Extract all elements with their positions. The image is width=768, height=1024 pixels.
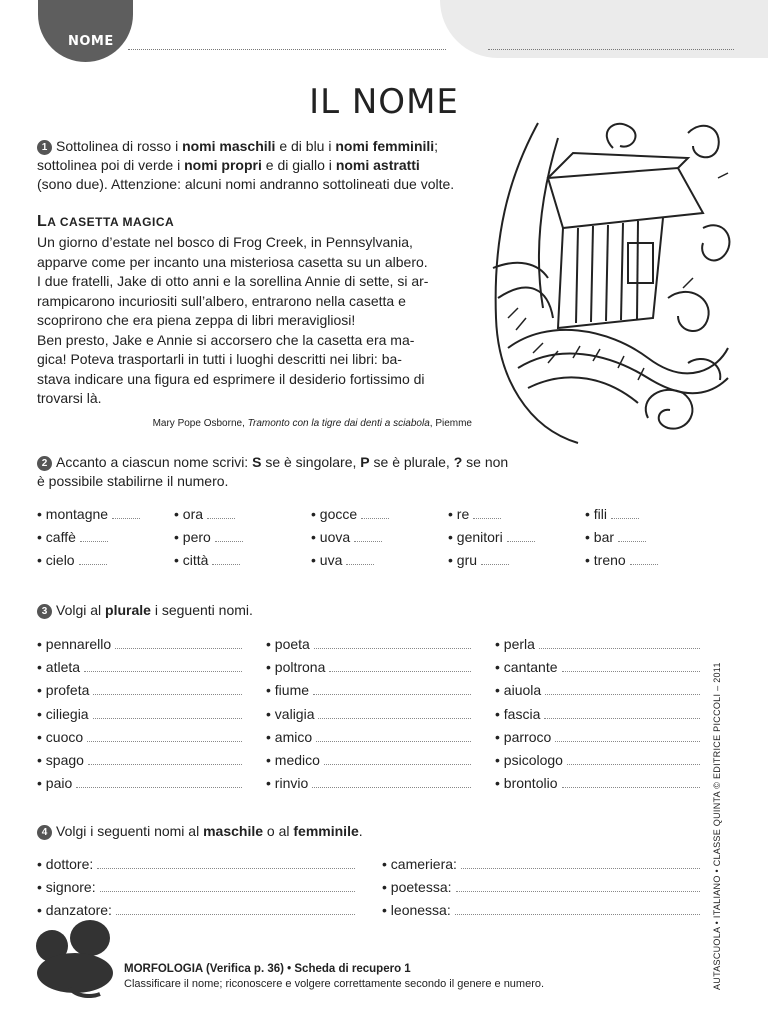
ex3-item xyxy=(37,636,242,652)
ex3-item xyxy=(37,775,242,791)
ex3-word: • spago xyxy=(37,752,84,768)
ex2-answer-line[interactable] xyxy=(481,564,509,565)
ex3-answer-line[interactable] xyxy=(562,671,700,672)
ex2-answer-line[interactable] xyxy=(361,518,389,519)
ex4-answer-line[interactable] xyxy=(100,891,355,892)
ex3-word: • cuoco xyxy=(37,728,84,745)
ex2-number: 2 xyxy=(37,456,52,471)
ex3-item xyxy=(495,682,700,698)
ex3-item xyxy=(495,729,700,745)
ex4-item xyxy=(37,902,355,918)
ex3-answer-line[interactable] xyxy=(329,671,471,672)
ex2-word: • re xyxy=(448,506,470,522)
ex3-item xyxy=(495,659,700,675)
ex2-answer-line[interactable] xyxy=(630,564,658,565)
ex2-item xyxy=(174,552,304,568)
ex2-answer-line[interactable] xyxy=(618,541,646,542)
ex2-item xyxy=(448,529,578,545)
story-line: trovarsi là. xyxy=(37,390,102,406)
ex3-item xyxy=(495,706,700,722)
ex2-word: • caffè xyxy=(37,529,76,545)
ex4-item xyxy=(382,902,700,918)
ex2-answer-line[interactable] xyxy=(354,541,382,542)
ex3-answer-line[interactable] xyxy=(76,787,242,788)
ex2-word: • montagne xyxy=(37,506,109,522)
ex3-answer-line[interactable] xyxy=(313,694,471,695)
ex3-word: • paio xyxy=(37,775,73,792)
ex2-item xyxy=(37,552,167,568)
ex3-word: • psicologo xyxy=(495,752,563,768)
ex1-line1-segment: ; xyxy=(434,138,439,154)
ex3-word: • cantante xyxy=(495,659,558,676)
ex3-word: • poeta xyxy=(266,636,310,652)
ex2-answer-line[interactable] xyxy=(346,564,374,565)
ex2-item xyxy=(448,506,578,522)
name-label: NOME xyxy=(68,34,114,49)
ex4-item xyxy=(37,879,355,895)
ex3-answer-line[interactable] xyxy=(115,648,242,649)
ex3-instructions: 3 Volgi al plurale i seguenti nomi. xyxy=(37,601,537,620)
ex2-word: • pero xyxy=(174,529,211,545)
ex4-answer-line[interactable] xyxy=(455,914,700,915)
ex3-word: • pennarello xyxy=(37,636,112,652)
story-line: Ben presto, Jake e Annie si accorsero che la casetta era ma- xyxy=(37,331,415,348)
story-line: apparve come per incanto una misteriosa casetta su un albero. xyxy=(37,253,428,270)
ex3-word: • aiuola xyxy=(495,682,542,699)
ex2-word: • città xyxy=(174,552,209,568)
ex2-word: • gru xyxy=(448,552,478,568)
story-credit: Mary Pope Osborne, Tramonto con la tigre dai denti a sciabola, Piemme xyxy=(152,418,472,429)
story-line: scoprirono che era piena zeppa di libri meravigliosi! xyxy=(37,312,356,328)
ex3-item xyxy=(495,752,700,768)
ex3-answer-line[interactable] xyxy=(555,741,700,742)
ex2-word: • uova xyxy=(311,529,351,545)
ex2-item xyxy=(585,506,715,522)
ex3-answer-line[interactable] xyxy=(567,764,700,765)
ex2-word: • bar xyxy=(585,529,615,545)
story-text xyxy=(37,233,472,409)
ex1-line1-segment: Sottolinea di rosso i xyxy=(56,138,183,154)
ex3-item xyxy=(37,659,242,675)
ex3-number: 3 xyxy=(37,604,52,619)
ex1-line2-segment: sottolinea poi di verde i xyxy=(37,157,185,173)
story-line: stava indicare una figura ed esprimere il desiderio fortissimo di xyxy=(37,370,425,387)
ex3-item xyxy=(37,729,242,745)
ex3-word: • fascia xyxy=(495,705,541,722)
ex1-line-2 xyxy=(37,156,507,175)
ex3-item xyxy=(37,706,242,722)
ex3-answer-line[interactable] xyxy=(87,741,242,742)
ex3-answer-line[interactable] xyxy=(544,718,700,719)
ex2-answer-line[interactable] xyxy=(207,518,235,519)
ex4-word: • cameriera: xyxy=(382,856,457,872)
ex3-word: • atleta xyxy=(37,659,81,676)
ex3-item xyxy=(266,682,471,698)
ex2-item xyxy=(448,552,578,568)
ex1-instructions xyxy=(37,137,507,194)
ex3-item xyxy=(266,775,471,791)
ex3-answer-line[interactable] xyxy=(312,787,471,788)
ex2-word: • gocce xyxy=(311,506,358,522)
story-line: gica! Poteva trasportarli in tutti i luoghi descritti nei libri: ba- xyxy=(37,351,402,367)
ex2-answer-line[interactable] xyxy=(507,541,535,542)
ex4-item xyxy=(382,856,700,872)
name-line xyxy=(128,49,446,50)
ex2-item xyxy=(585,552,715,568)
ex4-answer-line[interactable] xyxy=(97,868,355,869)
ex4-answer-line[interactable] xyxy=(461,868,700,869)
ex3-word: • rinvio xyxy=(266,775,309,792)
mouse-silhouette-icon xyxy=(30,918,120,998)
ex4-instructions: 4 Volgi i seguenti nomi al maschile o al femminile. xyxy=(37,822,537,841)
ex3-answer-line[interactable] xyxy=(324,764,471,765)
ex3-item xyxy=(495,636,700,652)
footer-subtitle: Classificare il nome; riconoscere e volgere correttamente secondo il genere e numero. xyxy=(124,978,545,990)
ex3-word: • ciliegia xyxy=(37,705,89,722)
ex3-answer-line[interactable] xyxy=(545,694,700,695)
ex3-word: • profeta xyxy=(37,682,90,699)
ex3-answer-line[interactable] xyxy=(539,648,700,649)
story-line: Un giorno d’estate nel bosco di Frog Creek, in Pennsylvania, xyxy=(37,234,413,250)
ex3-answer-line[interactable] xyxy=(93,718,242,719)
ex4-word: • leonessa: xyxy=(382,902,451,918)
ex3-answer-line[interactable] xyxy=(93,694,242,695)
ex2-answer-line[interactable] xyxy=(215,541,243,542)
footer-title: MORFOLOGIA (Verifica p. 36) • Scheda di recupero 1 xyxy=(124,963,411,975)
ex3-answer-line[interactable] xyxy=(88,764,242,765)
ex1-line1-segment: nomi femminili xyxy=(335,138,435,154)
ex2-item xyxy=(174,529,304,545)
ex2-instructions: 2 Accanto a ciascun nome scrivi: S se è singolare, P se è plurale, ? se non è possibile stabilirne il numero. xyxy=(37,454,509,489)
story-line: I due fratelli, Jake di otto anni e la sorellina Annie di sette, si ar- xyxy=(37,273,429,289)
ex3-item xyxy=(266,636,471,652)
treehouse-illustration xyxy=(488,118,738,448)
ex2-word: • cielo xyxy=(37,552,75,568)
ex2-item xyxy=(311,529,441,545)
ex4-item xyxy=(382,879,700,895)
page-title: IL NOME xyxy=(309,82,459,122)
ex3-word: • perla xyxy=(495,636,535,652)
ex2-item xyxy=(311,552,441,568)
ex1-line1-segment: nomi maschili xyxy=(182,138,276,154)
ex4-answer-line[interactable] xyxy=(116,914,355,915)
ex3-word: • medico xyxy=(266,752,320,768)
ex3-item xyxy=(37,682,242,698)
ex2-word: • genitori xyxy=(448,529,503,545)
story-title: LA CASETTA MAGICA xyxy=(37,213,175,230)
ex3-answer-line[interactable] xyxy=(318,718,471,719)
ex3-answer-line[interactable] xyxy=(314,648,471,649)
ex1-line-1 xyxy=(37,137,507,156)
ex1-line2-segment: nomi astratti xyxy=(335,157,420,173)
ex4-word: • dottore: xyxy=(37,856,94,872)
ex3-word: • parroco xyxy=(495,728,552,745)
ex1-line2-segment: nomi propri xyxy=(184,157,262,173)
ex2-item xyxy=(585,529,715,545)
date-line xyxy=(488,49,734,50)
ex2-item xyxy=(311,506,441,522)
ex1-line1-segment: e di blu i xyxy=(275,138,336,154)
side-copyright: AUTASCUOLA • ITALIANO • CLASSE QUINTA © EDITRICE PICCOLI – 2011 xyxy=(712,662,722,990)
ex2-word: • treno xyxy=(585,552,626,568)
story-line: rampicarono incuriositi sull’albero, entrarono nella casetta e xyxy=(37,292,406,309)
name-badge xyxy=(38,0,133,62)
ex2-answer-line[interactable] xyxy=(611,518,639,519)
ex2-item xyxy=(37,529,167,545)
ex4-answer-line[interactable] xyxy=(456,891,700,892)
ex2-answer-line[interactable] xyxy=(79,564,107,565)
ex3-item xyxy=(266,729,471,745)
ex3-item xyxy=(495,775,700,791)
ex3-item xyxy=(37,752,242,768)
ex3-word: • fiume xyxy=(266,682,310,699)
ex3-answer-line[interactable] xyxy=(562,787,701,788)
ex3-item xyxy=(266,752,471,768)
ex2-word: • fili xyxy=(585,506,608,522)
ex1-line-3: (sono due). Attenzione: alcuni nomi andranno sottolineati due volte. xyxy=(37,176,455,192)
ex3-word: • valigia xyxy=(266,705,315,722)
ex4-word: • danzatore: xyxy=(37,902,112,918)
ex1-number: 1 xyxy=(37,140,52,155)
ex2-answer-line[interactable] xyxy=(212,564,240,565)
ex2-answer-line[interactable] xyxy=(473,518,501,519)
ex2-item xyxy=(174,506,304,522)
ex2-item xyxy=(37,506,167,522)
ex3-answer-line[interactable] xyxy=(84,671,242,672)
ex2-word: • ora xyxy=(174,506,204,522)
ex3-word: • amico xyxy=(266,728,313,745)
ex4-word: • signore: xyxy=(37,879,96,895)
ex3-item xyxy=(266,706,471,722)
ex3-item xyxy=(266,659,471,675)
ex3-word: • brontolio xyxy=(495,775,558,792)
ex4-item xyxy=(37,856,355,872)
ex1-line2-segment: e di giallo i xyxy=(261,157,336,173)
ex2-answer-line[interactable] xyxy=(80,541,108,542)
ex2-answer-line[interactable] xyxy=(112,518,140,519)
ex2-word: • uva xyxy=(311,552,343,568)
ex4-word: • poetessa: xyxy=(382,879,452,895)
ex3-word: • poltrona xyxy=(266,659,326,676)
ex4-number: 4 xyxy=(37,825,52,840)
ex3-answer-line[interactable] xyxy=(316,741,471,742)
